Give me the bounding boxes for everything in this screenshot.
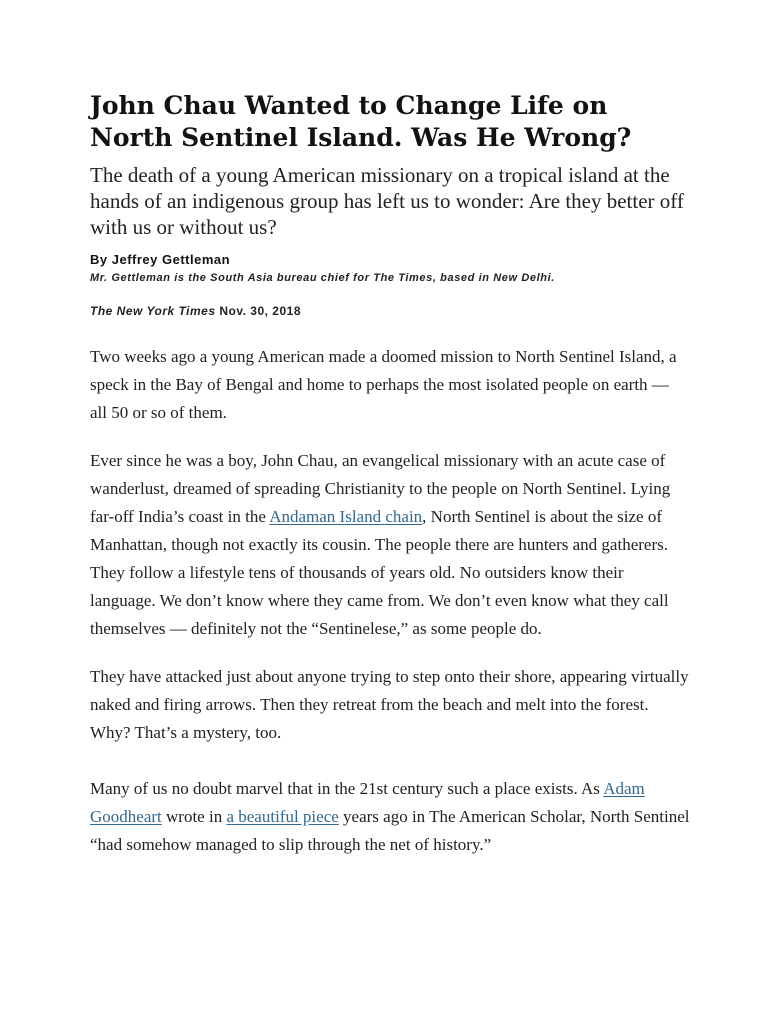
publication-name: The New York Times bbox=[90, 304, 216, 318]
beautiful-piece-link[interactable]: a beautiful piece bbox=[226, 807, 339, 826]
article-headline: John Chau Wanted to Change Life on North Sentinel Island. Was He Wrong? bbox=[90, 91, 632, 152]
author-bio: Mr. Gettleman is the South Asia bureau chief for The Times, based in New Delhi. bbox=[90, 272, 555, 284]
paragraph-text: , North Sentinel is about the size of Manhattan, though not exactly its cousin. The people there are hunters and gatherers. They follow a lifestyle tens of thousands of years old. No outsiders know their language. We don’t know where they came from. We don’t even know what they call themselves — definitely not the “Sentinelese,” as some people do. bbox=[90, 507, 669, 638]
article-summary: The death of a young American missionary on a tropical island at the hands of an indigenous group has left us to wonder: Are they better off with us or without us? bbox=[90, 163, 684, 239]
adam-goodheart-link[interactable]: Adam Goodheart bbox=[90, 779, 645, 826]
publish-date: Nov. 30, 2018 bbox=[219, 304, 302, 318]
body-paragraph-2 bbox=[90, 447, 690, 643]
body-paragraph-1: Two weeks ago a young American made a doomed mission to North Sentinel Island, a speck in the Bay of Bengal and home to perhaps the most isolated people on earth — all 50 or so of them. bbox=[90, 347, 677, 422]
paragraph-text: Ever since he was a boy, John Chau, an evangelical missionary with an acute case of wanderlust, dreamed of spreading Christianity to the people on North Sentinel. Lying far-off India’s coast in the bbox=[90, 451, 671, 526]
andaman-island-chain-link[interactable]: Andaman Island chain bbox=[269, 507, 423, 526]
article bbox=[90, 90, 690, 859]
body-paragraph-3: They have attacked just about anyone trying to step onto their shore, appearing virtually naked and firing arrows. Then they retreat from the beach and melt into the forest. Why? That’s a mystery, too. bbox=[90, 667, 689, 742]
dateline bbox=[90, 303, 690, 319]
paragraph-text: years ago in The American Scholar, North Sentinel “had somehow managed to slip through the net of history.” bbox=[90, 807, 690, 854]
paragraph-text: wrote in bbox=[161, 807, 227, 826]
body-paragraph-4 bbox=[90, 775, 690, 859]
byline: By Jeffrey Gettleman bbox=[90, 252, 231, 267]
paragraph-text: Many of us no doubt marvel that in the 21st century such a place exists. As bbox=[90, 779, 604, 798]
